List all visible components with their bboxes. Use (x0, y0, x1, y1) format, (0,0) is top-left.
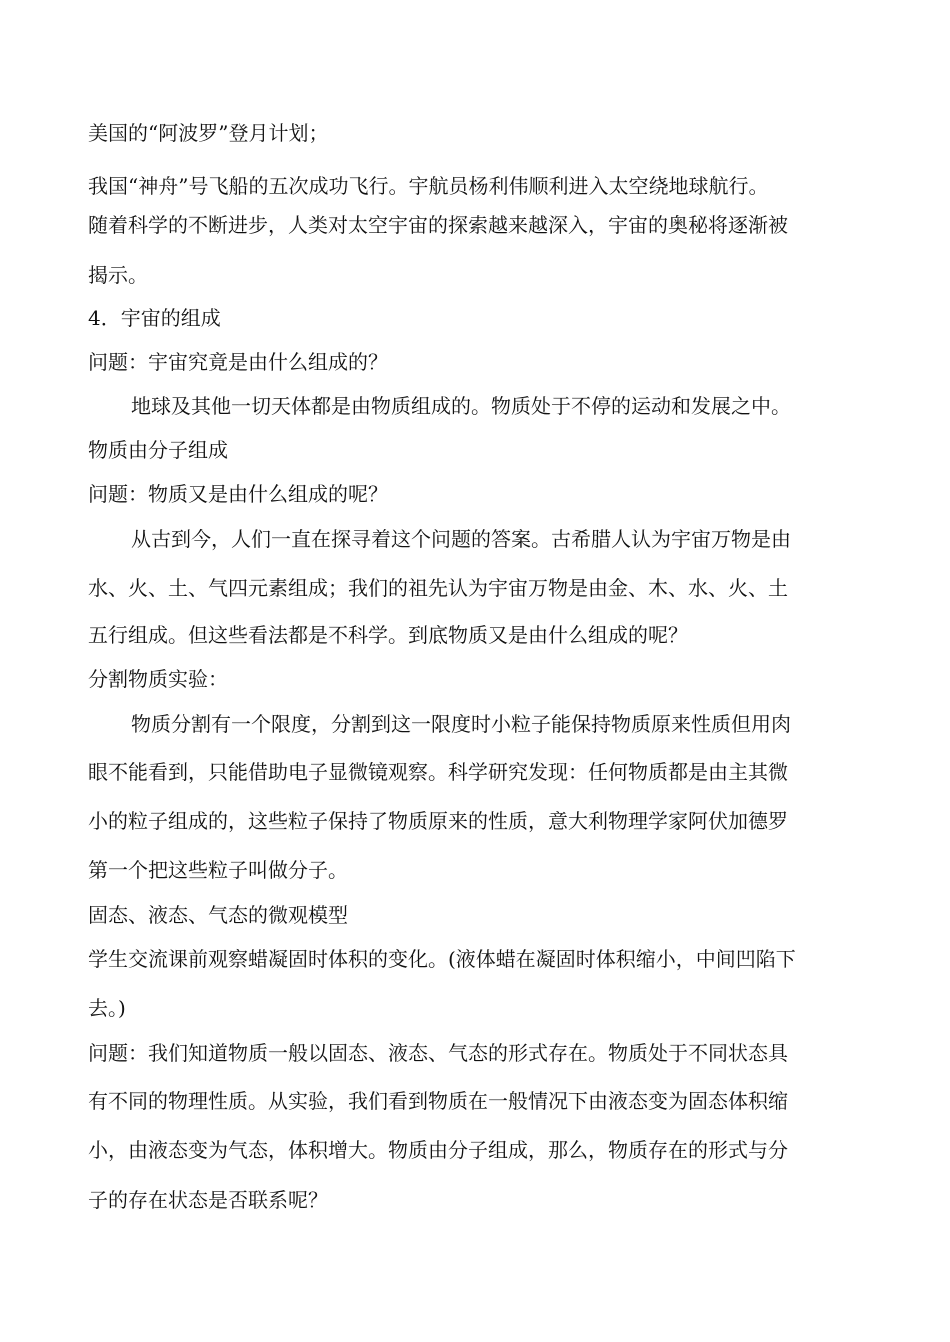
section-heading-models: 固态、液态、气态的微观模型 (88, 903, 348, 927)
text-line-19: 学生交流课前观察蜡凝固时体积的变化。(液体蜡在凝固时体积缩小，中间凹陷下 (88, 947, 796, 971)
text-line-2: 我国“神舟”号飞船的五次成功飞行。宇航员杨利伟顺利进入太空绕地球航行。 (88, 174, 769, 198)
text-line-22: 有不同的物理性质。从实验，我们看到物质在一般情况下由液态变为固态体积缩 (88, 1089, 788, 1113)
text-line-20: 去。) (88, 996, 126, 1020)
text-line-10: 从古到今，人们一直在探寻着这个问题的答案。古希腊人认为宇宙万物是由 (131, 527, 791, 551)
text-line-3: 随着科学的不断进步，人类对太空宇宙的探索越来越深入，宇宙的奥秘将逐渐被 (88, 213, 788, 237)
text-line-16: 小的粒子组成的，这些粒子保持了物质原来的性质，意大利物理学家阿伏加德罗 (88, 809, 788, 833)
section-heading-molecules: 物质由分子组成 (88, 438, 228, 462)
text-line-4: 揭示。 (88, 263, 148, 287)
text-line-14: 物质分割有一个限度，分割到这一限度时小粒子能保持物质原来性质但用肉 (131, 712, 791, 736)
text-line-17: 第一个把这些粒子叫做分子。 (88, 858, 348, 882)
question-universe: 问题：宇宙究竟是由什么组成的？ (88, 350, 388, 374)
text-line-7: 地球及其他一切天体都是由物质组成的。物质处于不停的运动和发展之中。 (131, 394, 791, 418)
text-line-24: 子的存在状态是否联系呢？ (88, 1188, 328, 1212)
question-matter: 问题：物质又是由什么组成的呢？ (88, 482, 388, 506)
text-line-11: 水、火、土、气四元素组成；我们的祖先认为宇宙万物是由金、木、水、火、土 (88, 576, 788, 600)
text-line-1: 美国的“阿波罗”登月计划； (88, 121, 329, 145)
text-line-23: 小，由液态变为气态，体积增大。物质由分子组成，那么，物质存在的形式与分 (88, 1138, 788, 1162)
text-line-15: 眼不能看到，只能借助电子显微镜观察。科学研究发现：任何物质都是由主其微 (88, 760, 788, 784)
question-states: 问题：我们知道物质一般以固态、液态、气态的形式存在。物质处于不同状态具 (88, 1041, 788, 1065)
text-line-12: 五行组成。但这些看法都是不科学。到底物质又是由什么组成的呢？ (88, 623, 688, 647)
section-heading-experiment: 分割物质实验： (88, 667, 228, 691)
section-heading-universe: 4．宇宙的组成 (88, 306, 221, 330)
